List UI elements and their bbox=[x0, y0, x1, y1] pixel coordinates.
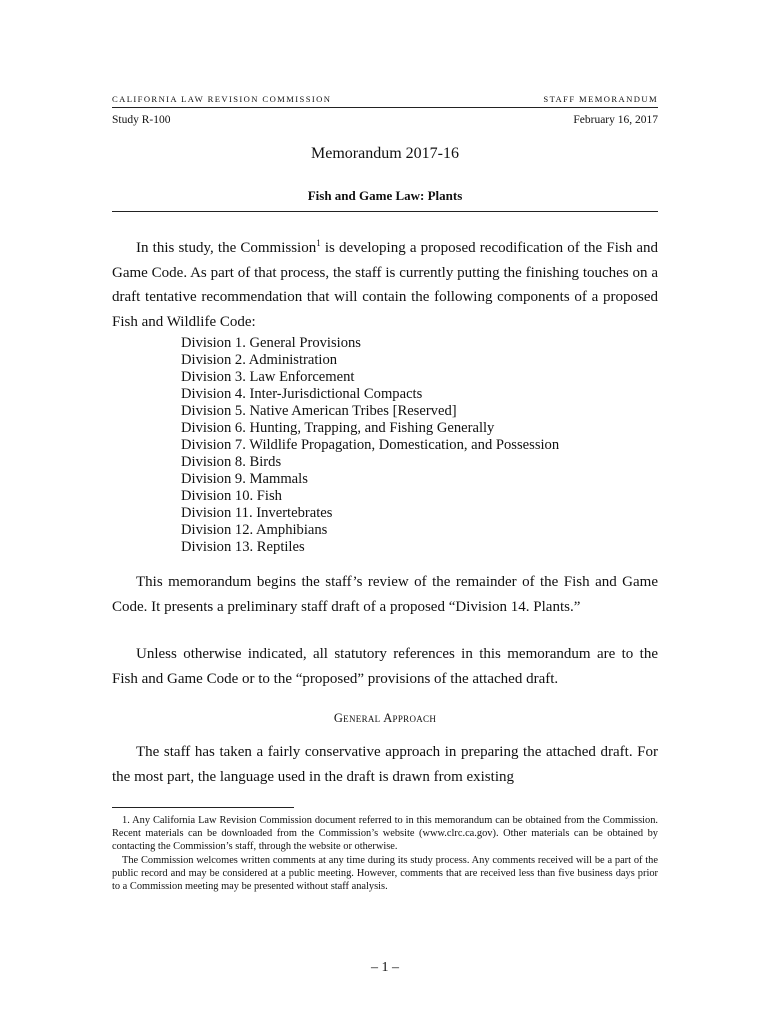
paragraph-approach bbox=[112, 740, 658, 789]
list-item: Division 11. Invertebrates bbox=[181, 505, 333, 521]
paragraph-references bbox=[112, 642, 658, 691]
list-item: Division 4. Inter-Jurisdictional Compacts bbox=[181, 386, 423, 402]
footnote-paragraph-2: The Commission welcomes written comments at any time during its study process. Any comments received will be a part of the public record and may be considered at a public meeting. However, comments that are received less than five business days prior to a Commission meeting may be presented without staff analysis. bbox=[112, 854, 658, 893]
list-item: Division 7. Wildlife Propagation, Domestication, and Possession bbox=[181, 437, 560, 453]
memo-page bbox=[112, 0, 658, 1024]
list-item: Division 2. Administration bbox=[181, 352, 338, 368]
paragraph-references-text: Unless otherwise indicated, all statutory references in this memorandum are to the Fish and Game Code or to the “proposed” provisions of the attached draft. bbox=[112, 646, 658, 687]
footnote-paragraph-1: 1. Any California Law Revision Commission document referred to in this memorandum can be obtained from the Commission. Recent materials can be downloaded from the Commission’s website (www.clrc.ca.gov). Other materials can be obtained by contacting the Commission’s staff, through the website or otherwise. bbox=[112, 815, 658, 853]
division-list bbox=[181, 335, 658, 556]
list-item: Division 9. Mammals bbox=[181, 471, 308, 487]
paragraph-approach-text: The staff has taken a fairly conservative approach in preparing the attached draft. For the most part, the language used in the draft is drawn from existing bbox=[112, 744, 658, 785]
subheader bbox=[112, 114, 658, 126]
list-item: Division 1. General Provisions bbox=[181, 335, 361, 351]
page-number: – 1 – bbox=[371, 960, 399, 975]
header-organization: CALIFORNIA LAW REVISION COMMISSION bbox=[112, 94, 332, 104]
list-item: Division 8. Birds bbox=[181, 454, 282, 470]
intro-text-end: is developing a proposed recodification of the Fish and Game Code. As part of that process, the staff is currently putting the finishing touches on a draft tentative recommendation that will contain the following components of a proposed Fish and Wildlife Code: bbox=[112, 240, 659, 330]
study-number: Study R-100 bbox=[112, 114, 171, 126]
footnote bbox=[112, 814, 658, 893]
paragraph-review bbox=[112, 570, 658, 619]
page-title: Memorandum 2017-16 bbox=[311, 145, 459, 162]
memo-subject: Fish and Game Law: Plants bbox=[307, 188, 463, 203]
intro-text-start: In this study, the Commission bbox=[136, 240, 317, 256]
list-item: Division 10. Fish bbox=[181, 488, 282, 504]
memo-date: February 16, 2017 bbox=[573, 114, 658, 126]
title-rule bbox=[112, 211, 658, 212]
list-item: Division 6. Hunting, Trapping, and Fishing Generally bbox=[181, 420, 495, 436]
list-item: Division 13. Reptiles bbox=[181, 539, 305, 555]
footnote-marker[interactable]: 1 bbox=[316, 238, 321, 248]
list-item: Division 12. Amphibians bbox=[181, 522, 328, 538]
header-rule bbox=[112, 107, 658, 108]
list-item: Division 3. Law Enforcement bbox=[181, 369, 355, 385]
header-doc-type: STAFF MEMORANDUM bbox=[543, 94, 658, 104]
paragraph-review-text: This memorandum begins the staff’s review of the remainder of the Fish and Game Code. It presents a preliminary staff draft of a proposed “Division 14. Plants.” bbox=[112, 574, 658, 615]
running-header bbox=[112, 94, 658, 104]
intro-paragraph bbox=[112, 236, 658, 334]
section-heading: General Approach bbox=[333, 711, 437, 725]
list-item: Division 5. Native American Tribes [Reserved] bbox=[181, 403, 457, 419]
footnote-rule bbox=[112, 807, 294, 808]
